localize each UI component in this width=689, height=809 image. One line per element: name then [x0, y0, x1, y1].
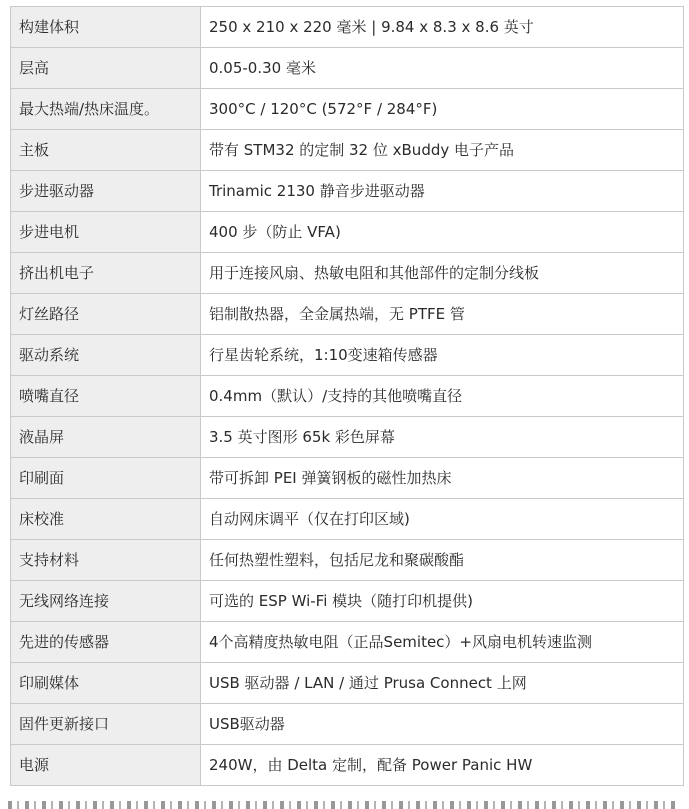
- spec-label: 挤出机电子: [11, 253, 201, 294]
- spec-row: [11, 48, 684, 89]
- spec-value: USB 驱动器 / LAN / 通过 Prusa Connect 上网: [201, 663, 684, 704]
- spec-row: [11, 622, 684, 663]
- spec-row: [11, 663, 684, 704]
- spec-value: 300°C / 120°C (572°F / 284°F): [201, 89, 684, 130]
- spec-value: 0.05-0.30 毫米: [201, 48, 684, 89]
- spec-label: 驱动系统: [11, 335, 201, 376]
- spec-label: 床校准: [11, 499, 201, 540]
- spec-row: [11, 376, 684, 417]
- spec-label: 主板: [11, 130, 201, 171]
- spec-label: 喷嘴直径: [11, 376, 201, 417]
- spec-row: [11, 89, 684, 130]
- spec-value: 行星齿轮系统，1:10变速箱传感器: [201, 335, 684, 376]
- spec-row: [11, 745, 684, 786]
- spec-label: 步进电机: [11, 212, 201, 253]
- spec-value: 可选的 ESP Wi-Fi 模块（随打印机提供): [201, 581, 684, 622]
- spec-row: [11, 7, 684, 48]
- spec-value: 4个高精度热敏电阻（正品Semitec）+风扇电机转速监测: [201, 622, 684, 663]
- spec-label: 灯丝路径: [11, 294, 201, 335]
- spec-value: 240W，由 Delta 定制，配备 Power Panic HW: [201, 745, 684, 786]
- spec-row: [11, 212, 684, 253]
- spec-value: 任何热塑性塑料，包括尼龙和聚碳酸酯: [201, 540, 684, 581]
- spec-value: 用于连接风扇、热敏电阻和其他部件的定制分线板: [201, 253, 684, 294]
- spec-label: 液晶屏: [11, 417, 201, 458]
- spec-label: 先进的传感器: [11, 622, 201, 663]
- spec-label: 印刷媒体: [11, 663, 201, 704]
- spec-row: [11, 704, 684, 745]
- spec-row: [11, 540, 684, 581]
- spec-row: [11, 253, 684, 294]
- spec-label: 构建体积: [11, 7, 201, 48]
- spec-value: 带有 STM32 的定制 32 位 xBuddy 电子产品: [201, 130, 684, 171]
- specifications-table: [10, 6, 684, 786]
- spec-value: 250 x 210 x 220 毫米 | 9.84 x 8.3 x 8.6 英寸: [201, 7, 684, 48]
- spec-label: 印刷面: [11, 458, 201, 499]
- spec-value: USB驱动器: [201, 704, 684, 745]
- cropped-text-fragment: [8, 801, 678, 809]
- spec-label: 固件更新接口: [11, 704, 201, 745]
- spec-label: 层高: [11, 48, 201, 89]
- spec-row: [11, 171, 684, 212]
- spec-label: 最大热端/热床温度。: [11, 89, 201, 130]
- spec-label: 步进驱动器: [11, 171, 201, 212]
- spec-row: [11, 581, 684, 622]
- spec-value: 400 步（防止 VFA): [201, 212, 684, 253]
- spec-value: 铝制散热器，全金属热端，无 PTFE 管: [201, 294, 684, 335]
- cropped-text-remnant: [0, 799, 689, 809]
- spec-row: [11, 499, 684, 540]
- spec-value: 0.4mm（默认）/支持的其他喷嘴直径: [201, 376, 684, 417]
- spec-row: [11, 335, 684, 376]
- spec-row: [11, 417, 684, 458]
- spec-label: 无线网络连接: [11, 581, 201, 622]
- spec-label: 支持材料: [11, 540, 201, 581]
- specifications-table-body: [11, 7, 684, 786]
- spec-row: [11, 130, 684, 171]
- spec-value: 3.5 英寸图形 65k 彩色屏幕: [201, 417, 684, 458]
- spec-row: [11, 458, 684, 499]
- spec-value: Trinamic 2130 静音步进驱动器: [201, 171, 684, 212]
- spec-row: [11, 294, 684, 335]
- spec-label: 电源: [11, 745, 201, 786]
- spec-value: 自动网床调平（仅在打印区域): [201, 499, 684, 540]
- spec-value: 带可拆卸 PEI 弹簧钢板的磁性加热床: [201, 458, 684, 499]
